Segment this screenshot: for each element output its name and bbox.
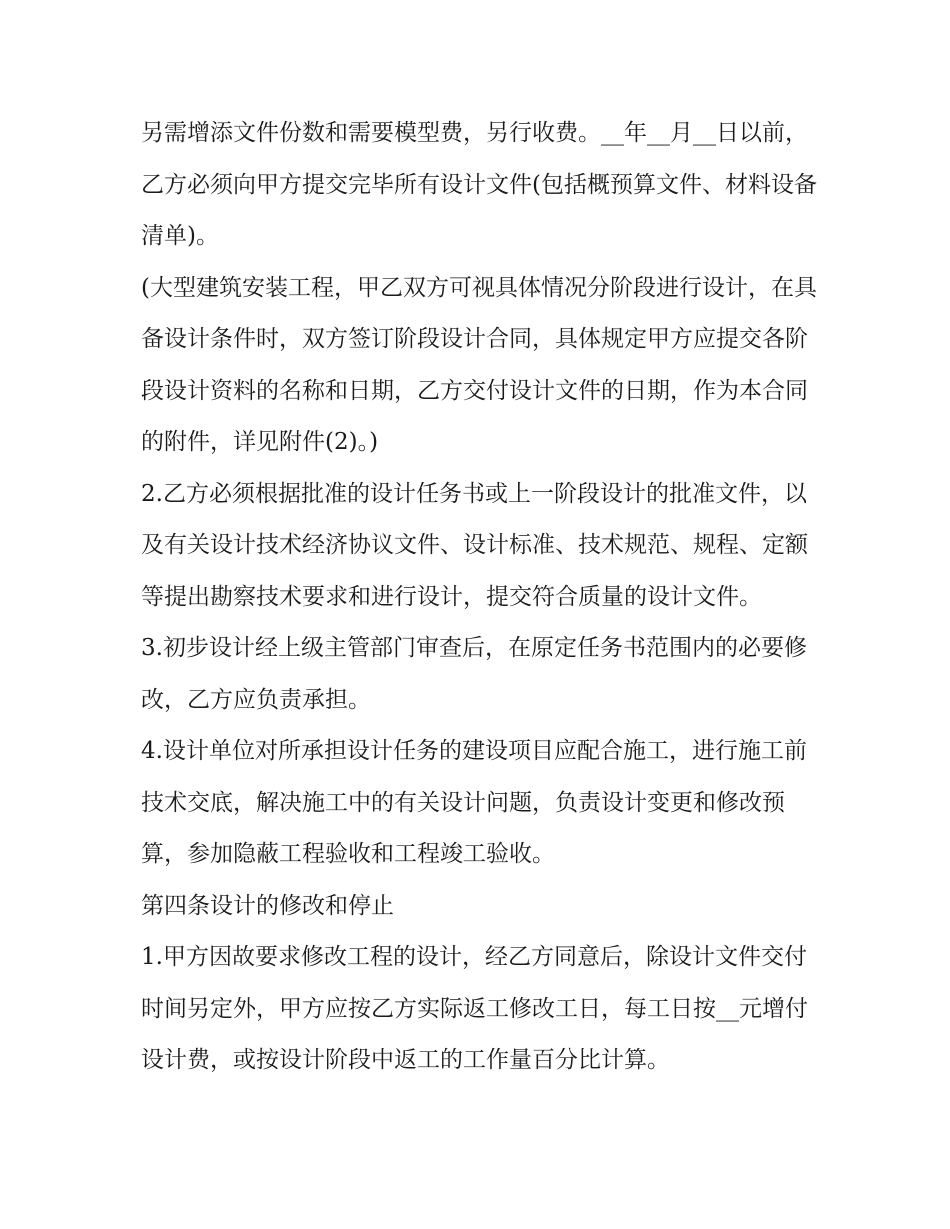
paragraph-large-project-note: (大型建筑安装工程，甲乙双方可视具体情况分阶段进行设计，在具备设计条件时，双方签订阶段设计合同，具体规定甲方应提交各阶段设计资料的名称和日期，乙方交付设计文件的日期，作为本合同的附件，详见附件(2)。) bbox=[141, 274, 817, 455]
paragraph-clause-4: 4.设计单位对所承担设计任务的建设项目应配合施工，进行施工前技术交底，解决施工中的有关设计问题，负责设计变更和修改预算，参加隐蔽工程验收和工程竣工验收。 bbox=[141, 738, 807, 867]
paragraph-article-4-clause-1: 1.甲方因故要求修改工程的设计，经乙方同意后，除设计文件交付时间另定外，甲方应按乙方实际返工修改工日，每工日按__元增付设计费，或按设计阶段中返工的工作量百分比计算。 bbox=[141, 944, 808, 1073]
section-heading-article-4: 第四条设计的修改和停止 bbox=[141, 892, 394, 919]
document-body bbox=[141, 108, 821, 1087]
paragraph-clause-2: 2.乙方必须根据批准的设计任务书或上一阶段设计的批准文件，以及有关设计技术经济协议文件、设计标准、技术规范、规程、定额等提出勘察技术要求和进行设计，提交符合质量的设计文件。 bbox=[141, 480, 808, 610]
paragraph-clause-3: 3.初步设计经上级主管部门审查后，在原定任务书范围内的必要修改，乙方应负责承担。 bbox=[141, 635, 807, 713]
paragraph-fee-and-deadline: 另需增添文件份数和需要模型费，另行收费。__年__月__日以前，乙方必须向甲方提交完毕所有设计文件(包括概预算文件、材料设备清单)。 bbox=[141, 120, 817, 249]
